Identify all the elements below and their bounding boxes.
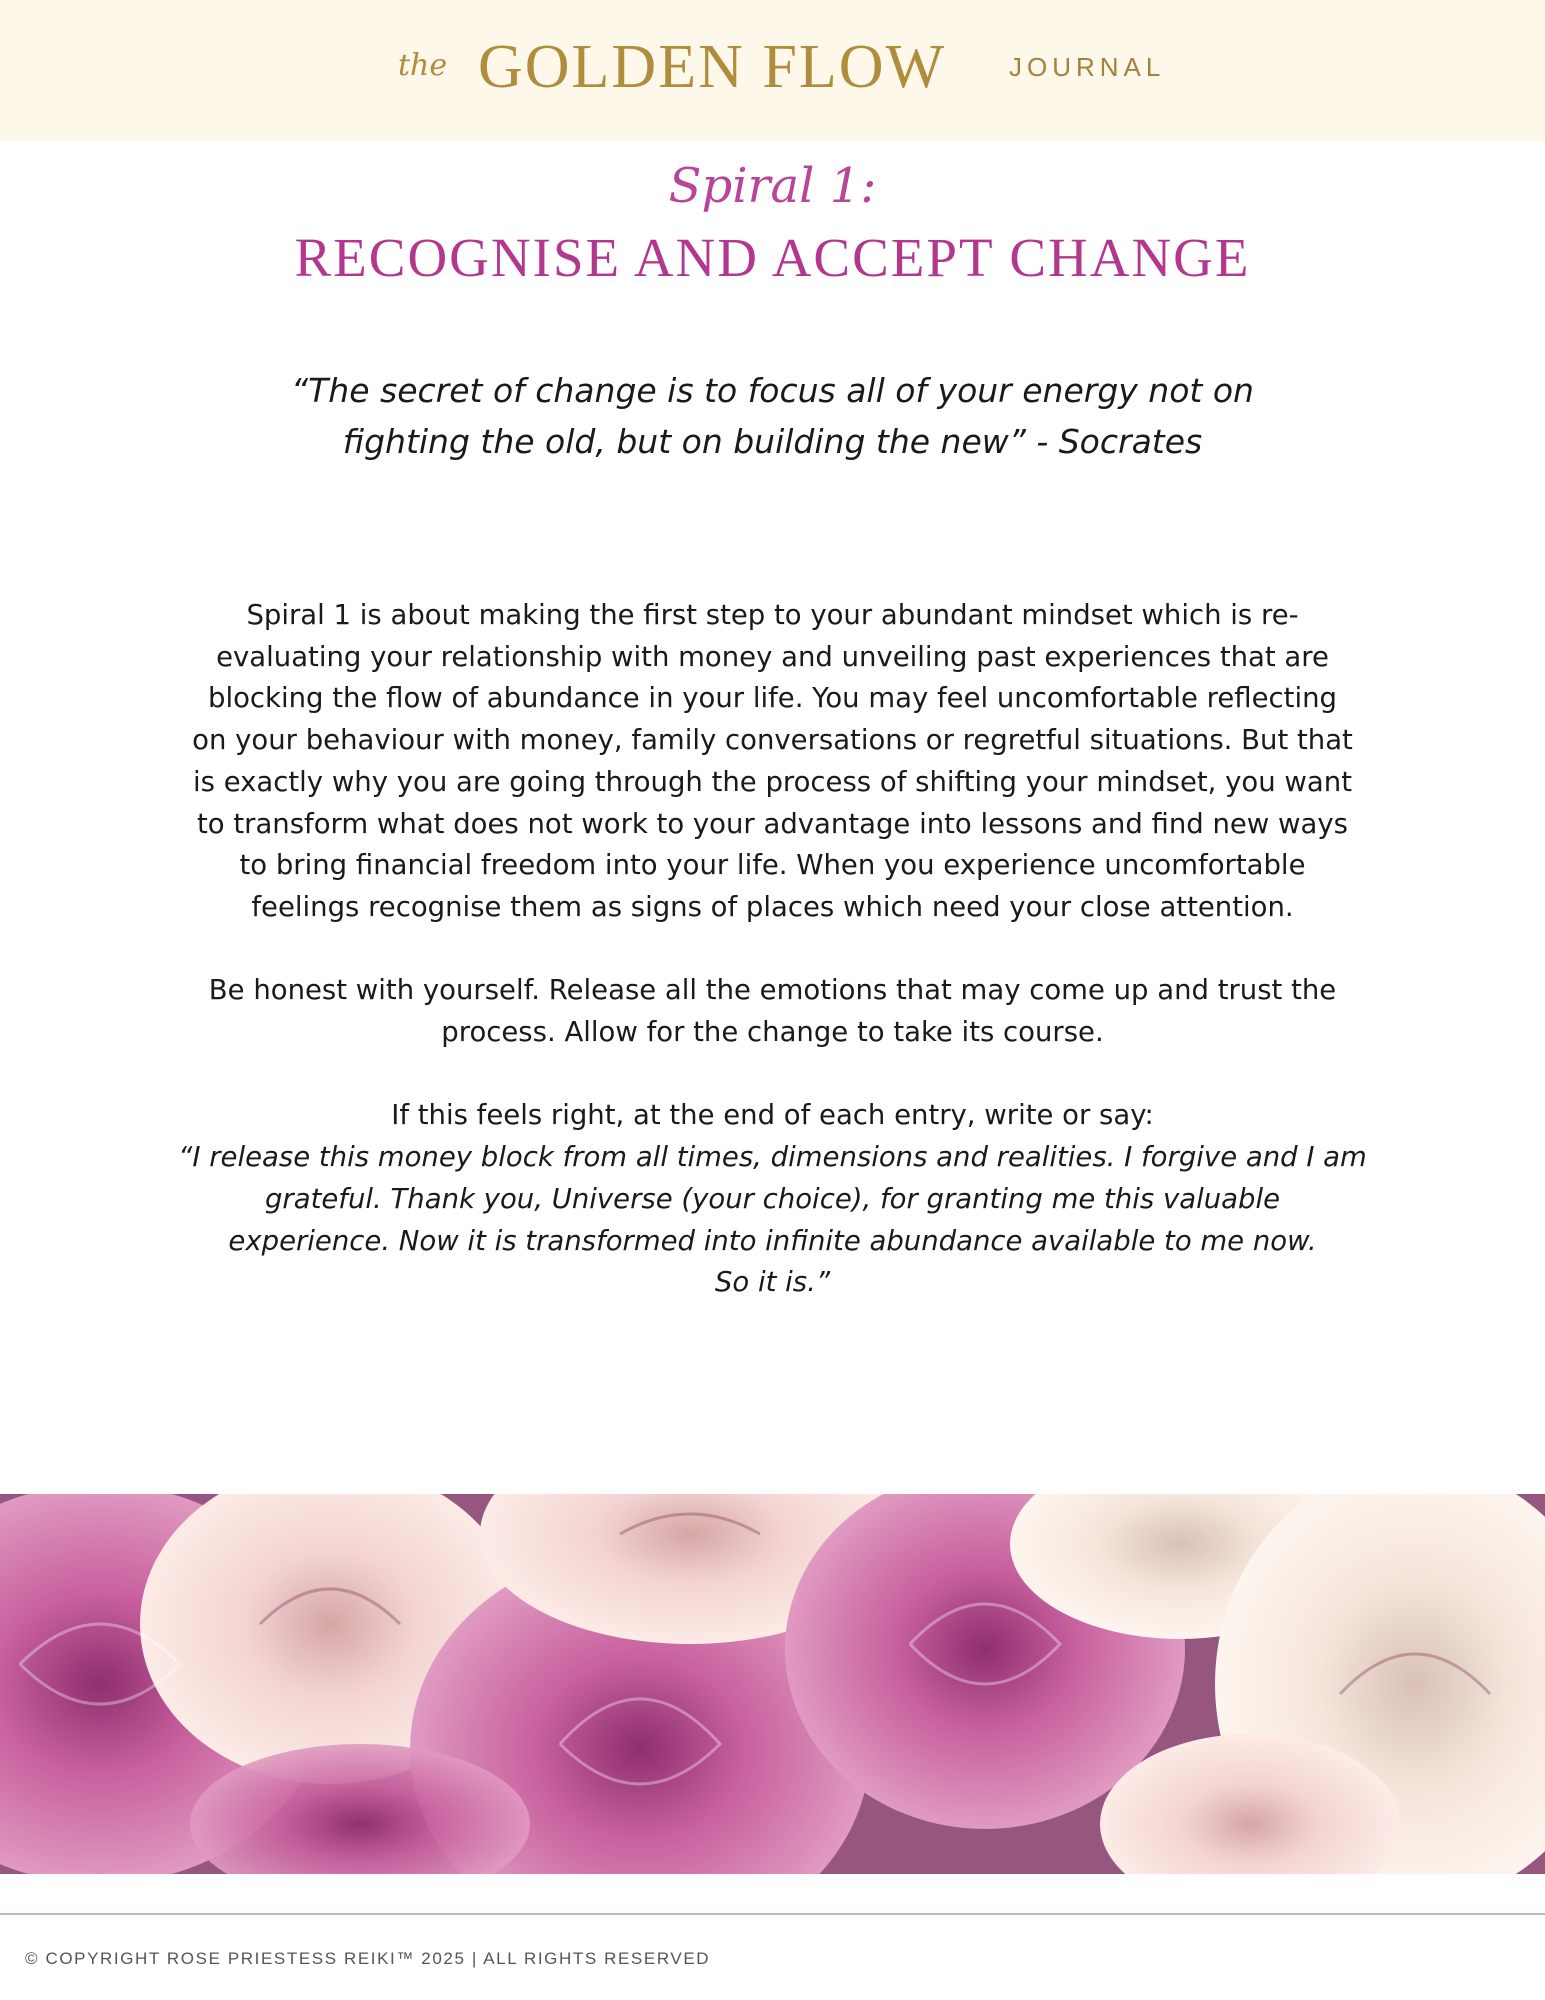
paragraph-line: on your behaviour with money, family conversations or regretful situations. But that bbox=[192, 724, 1353, 757]
affirmation-line: So it is.” bbox=[714, 1266, 831, 1299]
paragraph-line: process. Allow for the change to take its course. bbox=[441, 1016, 1104, 1049]
rose-shapes bbox=[0, 1494, 1545, 1874]
page-title: RECOGNISE AND ACCEPT CHANGE bbox=[294, 227, 1251, 288]
socrates-quote bbox=[180, 365, 1365, 467]
body-text bbox=[140, 595, 1405, 1304]
journal-brand bbox=[0, 0, 1545, 141]
brand-prefix: the bbox=[398, 48, 448, 83]
paragraph-line: Spiral 1 is about making the first step to your abundant mindset which is re- bbox=[246, 599, 1299, 631]
affirmation-line: “I release this money block from all times, dimensions and realities. I forgive and I am bbox=[178, 1141, 1367, 1174]
quote-line: “The secret of change is to focus all of your energy not on bbox=[291, 371, 1254, 410]
paragraph-line: to transform what does not work to your advantage into lessons and find new ways bbox=[197, 807, 1348, 840]
paragraph-line: is exactly why you are going through the process of shifting your mindset, you want bbox=[192, 765, 1352, 798]
copyright-notice: © COPYRIGHT ROSE PRIESTESS REIKI™ 2025 | ALL RIGHTS RESERVED bbox=[25, 1949, 711, 1968]
honesty-paragraph bbox=[140, 970, 1405, 1053]
affirmation-line: experience. Now it is transformed into infinite abundance available to me now. bbox=[228, 1224, 1317, 1257]
paragraph-line: evaluating your relationship with money and unveiling past experiences that are bbox=[216, 640, 1329, 673]
quote-line: fighting the old, but on building the new” - Socrates bbox=[342, 422, 1203, 461]
intro-paragraph bbox=[140, 595, 1405, 929]
affirmation-line: grateful. Thank you, Universe (your choice), for granting me this valuable bbox=[264, 1182, 1281, 1215]
instruction-line: If this feels right, at the end of each entry, write or say: bbox=[391, 1099, 1154, 1132]
paragraph-line: to bring financial freedom into your life. When you experience uncomfortable bbox=[239, 849, 1306, 882]
paragraph-line: blocking the flow of abundance in your life. You may feel uncomfortable reflecting bbox=[208, 682, 1337, 715]
roses-illustration bbox=[0, 1494, 1545, 1874]
roses-banner-image bbox=[0, 1494, 1545, 1874]
instruction-paragraph bbox=[140, 1095, 1405, 1304]
footer-divider bbox=[0, 1913, 1545, 1915]
brand-suffix: JOURNAL bbox=[1009, 52, 1166, 82]
spiral-label: Spiral 1: bbox=[668, 158, 877, 214]
brand-name: GOLDEN FLOW bbox=[478, 33, 946, 101]
paragraph-line: feelings recognise them as signs of places which need your close attention. bbox=[251, 890, 1294, 923]
paragraph-line: Be honest with yourself. Release all the emotions that may come up and trust the bbox=[208, 974, 1337, 1007]
